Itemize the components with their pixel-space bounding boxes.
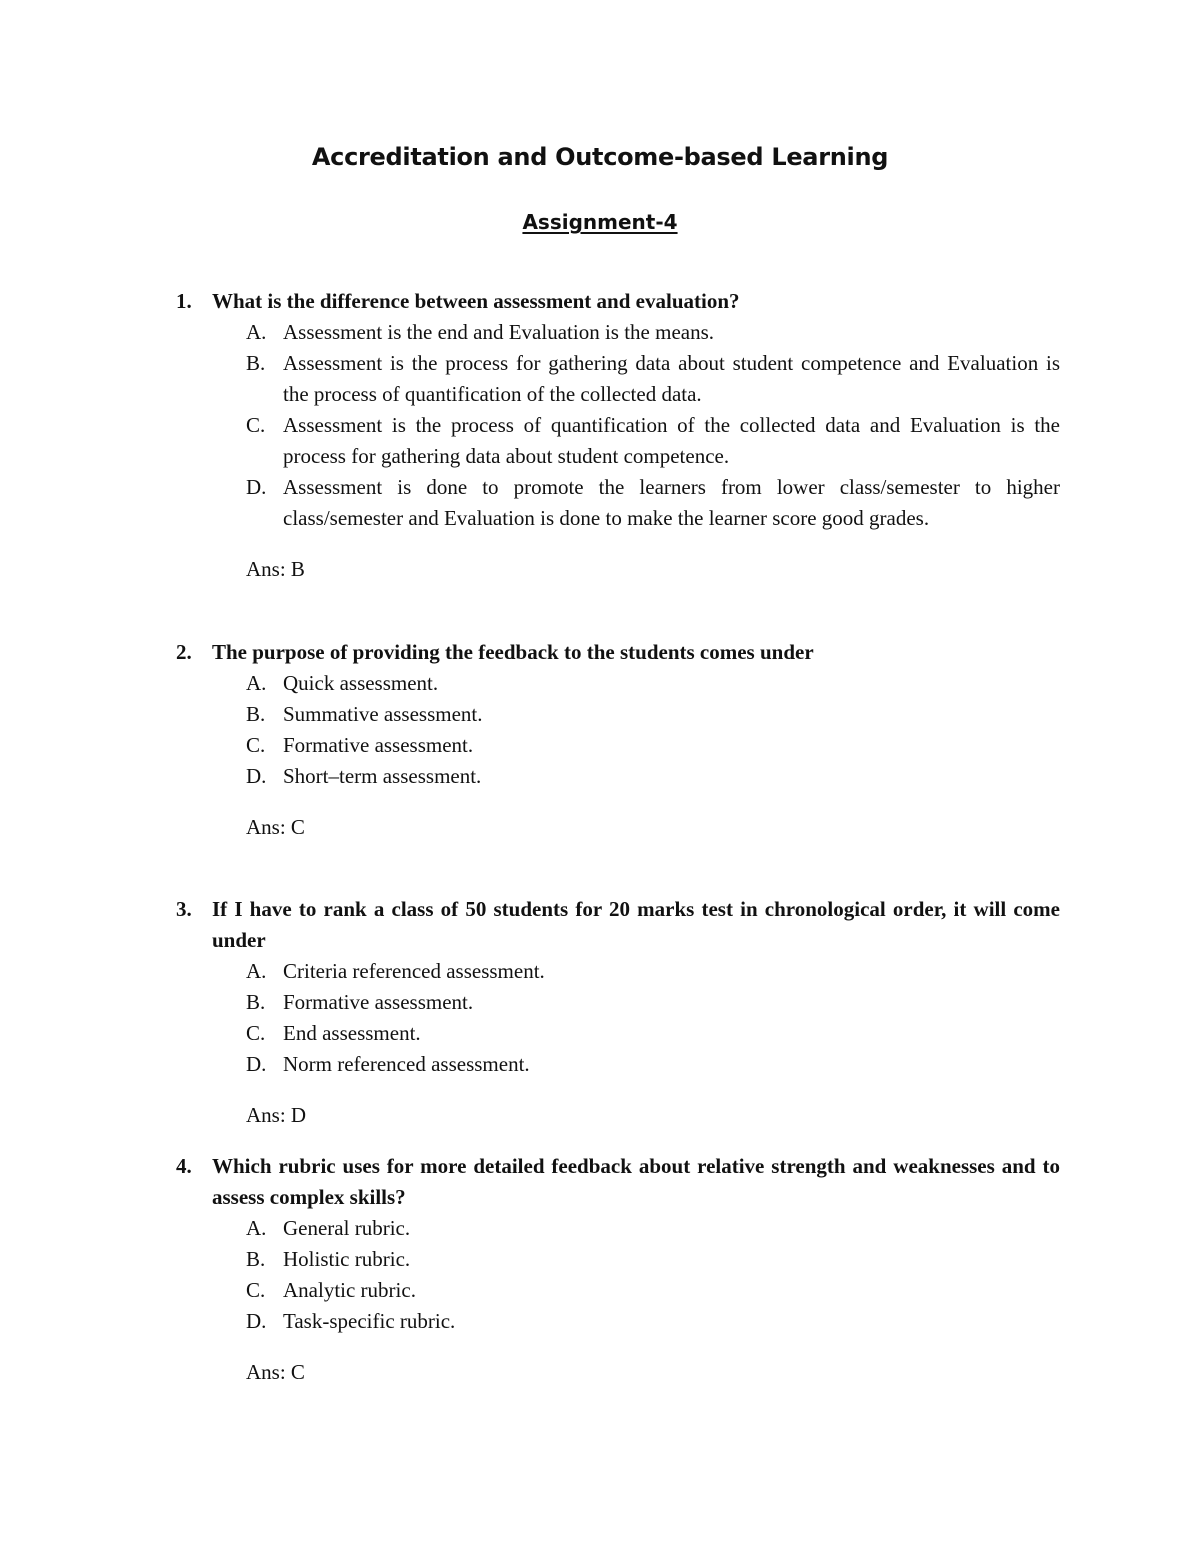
option-a [0,956,1060,987]
option-label: C. [246,733,266,757]
question-1 [0,286,1200,585]
option-text: Formative assessment. [283,733,474,757]
document-title: Accreditation and Outcome-based Learning [311,143,889,171]
question-text: The purpose of providing the feedback to the students comes under [212,640,814,664]
option-label: C. [246,1021,266,1045]
option-b [0,699,1060,730]
answer-key: Ans: C [246,815,305,839]
option-a [0,1213,1060,1244]
option-text: Formative assessment. [283,990,474,1014]
question-stem [0,894,1060,956]
option-text: Assessment is the process for gathering data about student competence and Evaluation is the process of quantification of the collected data. [283,351,1060,406]
option-list [0,956,1200,1080]
question-text: Which rubric uses for more detailed feedback about relative strength and weaknesses and to assess complex skills? [212,1154,1060,1209]
option-list [0,317,1200,534]
option-c [0,410,1060,472]
option-text: Holistic rubric. [283,1247,411,1271]
option-text: Short–term assessment. [283,764,482,788]
option-text: Assessment is done to promote the learners from lower class/semester to higher class/semester and Evaluation is done to make the learner score good grades. [283,475,1060,530]
answer-key: Ans: B [246,557,305,581]
option-d [0,1049,1060,1080]
question-stem [0,637,1060,668]
option-text: Task-specific rubric. [283,1309,456,1333]
option-b [0,987,1060,1018]
option-label: C. [246,413,266,437]
option-label: B. [246,990,266,1014]
option-d [0,1306,1060,1337]
option-label: D. [246,1309,267,1333]
question-stem [0,1151,1060,1213]
option-label: A. [246,320,267,344]
option-label: A. [246,1216,267,1240]
option-d [0,761,1060,792]
answer-key: Ans: D [246,1103,307,1127]
option-label: C. [246,1278,266,1302]
option-a [0,668,1060,699]
option-a [0,317,1060,348]
option-label: D. [246,764,267,788]
option-text: Assessment is the process of quantification of the collected data and Evaluation is the process for gathering data about student competence. [283,413,1060,468]
question-stem [0,286,1060,317]
option-text: Norm referenced assessment. [283,1052,530,1076]
question-text: What is the difference between assessment and evaluation? [212,289,740,313]
option-label: B. [246,1247,266,1271]
assignment-heading: Assignment-4 [522,210,678,234]
option-b [0,348,1060,410]
option-c [0,730,1060,761]
option-label: B. [246,351,266,375]
option-c [0,1275,1060,1306]
answer-key: Ans: C [246,1360,305,1384]
option-label: A. [246,671,267,695]
option-text: End assessment. [283,1021,421,1045]
question-number: 4. [176,1154,192,1178]
option-list [0,668,1200,792]
option-label: B. [246,702,266,726]
option-list [0,1213,1200,1337]
option-text: Assessment is the end and Evaluation is the means. [283,320,715,344]
option-label: A. [246,959,267,983]
question-number: 1. [176,289,192,313]
question-4 [0,1151,1200,1388]
question-text: If I have to rank a class of 50 students for 20 marks test in chronological order, it will come under [212,897,1060,952]
option-label: D. [246,475,267,499]
question-3 [0,894,1200,1131]
option-b [0,1244,1060,1275]
option-d [0,472,1060,534]
option-label: D. [246,1052,267,1076]
question-number: 2. [176,640,192,664]
question-number: 3. [176,897,192,921]
option-text: Summative assessment. [283,702,483,726]
option-text: Criteria referenced assessment. [283,959,545,983]
option-text: Quick assessment. [283,671,439,695]
option-text: General rubric. [283,1216,411,1240]
option-text: Analytic rubric. [283,1278,416,1302]
question-2 [0,637,1200,843]
option-c [0,1018,1060,1049]
